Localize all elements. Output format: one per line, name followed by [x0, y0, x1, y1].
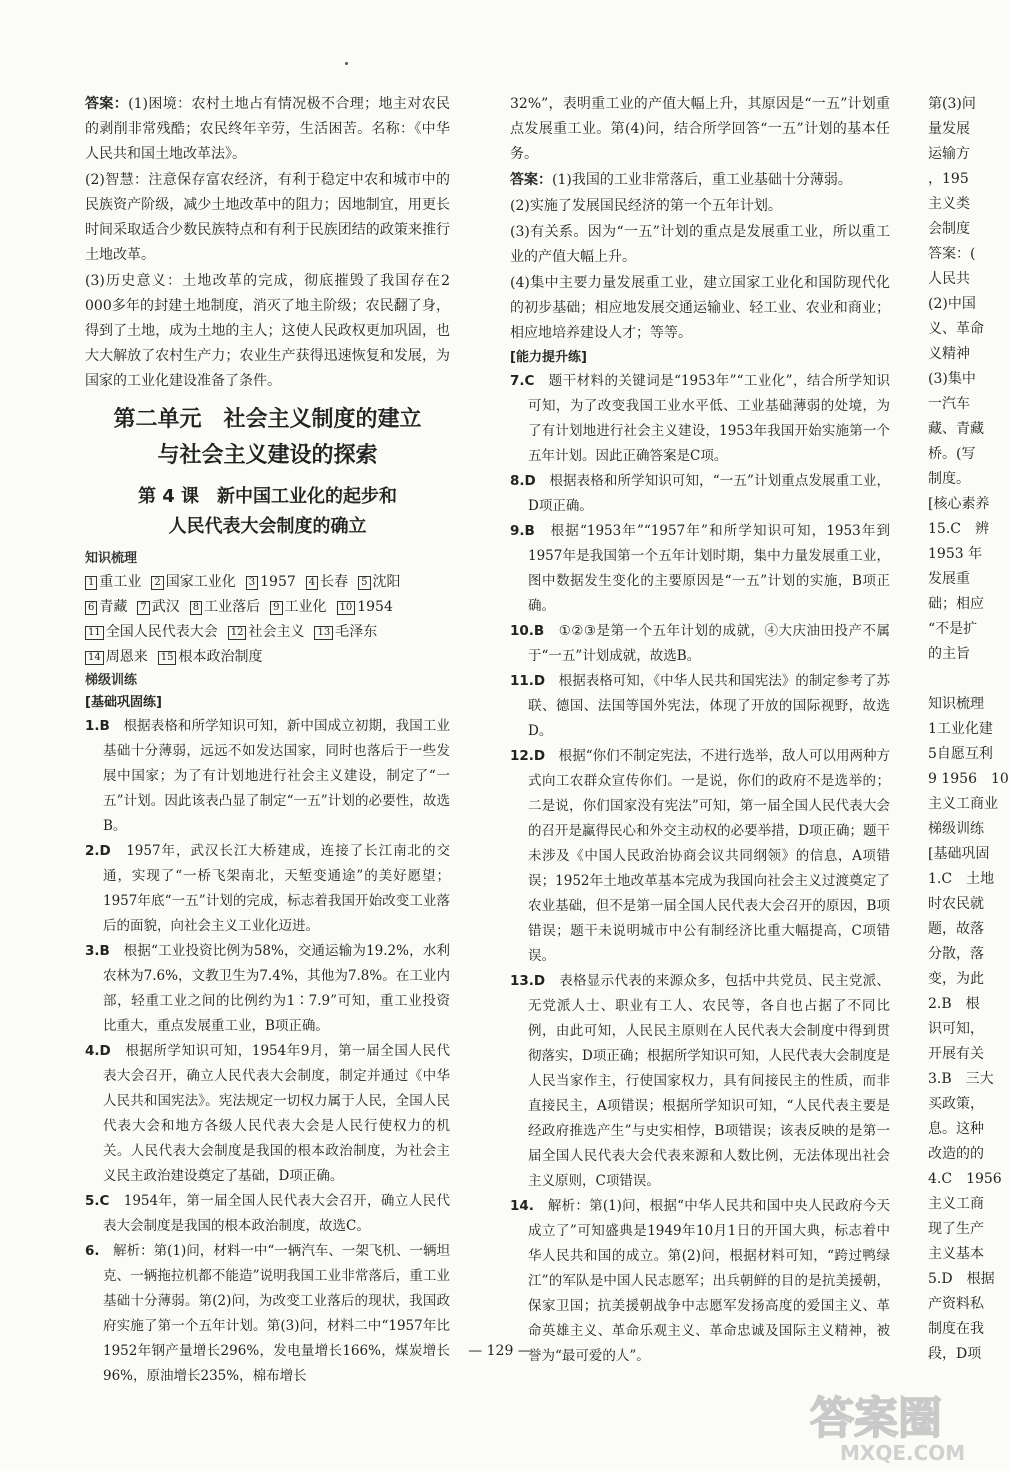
svg-text:答案圈: 答案圈 [810, 1393, 942, 1444]
knowledge-item [190, 599, 260, 615]
knowledge-item [358, 574, 400, 590]
truncated-line: 息。这种 [928, 1121, 984, 1137]
truncated-line: 3.B 三大 [928, 1071, 994, 1087]
question-number: 7.C [510, 373, 549, 389]
question-answer [510, 519, 890, 619]
question-text: 根据“你们不制定宪法，不进行选举，敌人可以用两种方式向工农群众宣传你们。一是说，你们的政府不是选举的；二是说，你们国家没有宪法”可知，第一届全国人民代表大会的召开是赢得民心和外交主动权的必要举措，D项正确；题干未涉及《中国人民政治协商会议共同纲领》的信息，A项错误；1952年土地改革基本完成为我国向社会主义过渡奠定了农业基础，但不是第一届全国人民代表大会召开的原因，B项错误；题干未说明城市中公有制经济比重大幅提高，C项错误。 [528, 748, 891, 964]
truncated-line: 一汽车 [928, 396, 970, 412]
truncated-line: 1.C 土地 [928, 871, 995, 887]
knowledge-list [85, 570, 450, 670]
truncated-line: 发展重 [928, 571, 970, 587]
item-text: 重工业 [99, 574, 142, 590]
item-text: 青藏 [99, 599, 128, 615]
unit-title-line: 与社会主义建设的探索 [157, 443, 378, 468]
truncated-line: 买政策， [928, 1096, 984, 1112]
question-text: 解析：第(1)问，材料一中“一辆汽车、一架飞机、一辆坦克、一辆拖拉机都不能造”说明我国工业非常落后，重工业基础十分薄弱。第(2)问，为改变工业落后的现状，我国政府实施了第一个五年计划。第(3)问，材料二中“1957年比1952年钢产量增长296%，发电量增长166%，煤炭增长96%，原油增长235%，棉布增长 [103, 1243, 450, 1384]
question-number: 6. [85, 1243, 114, 1259]
truncated-line: 现了生产 [928, 1221, 984, 1237]
unit-title-line: 第二单元 社会主义制度的建立 [113, 407, 422, 432]
question-answer [85, 714, 450, 839]
watermark-logo [800, 1385, 990, 1465]
truncated-line: [基础巩固 [928, 846, 990, 862]
item-text: 根本政治制度 [178, 649, 263, 665]
column-right-truncated [928, 92, 1009, 1367]
truncated-line: (3)集中 [928, 371, 976, 387]
question-number: 10.B [510, 623, 559, 639]
truncated-line: 主义工商业 [928, 796, 998, 812]
truncated-line: 的主旨 [928, 646, 970, 662]
knowledge-item [151, 574, 235, 590]
item-number: 4 [306, 576, 318, 590]
truncated-line: 15.C 辨 [928, 521, 989, 537]
knowledge-item [246, 574, 296, 590]
truncated-line: 产资料私 [928, 1296, 984, 1312]
question-text: 题干材料的关键词是“1953年”“工业化”，结合所学知识可知，为了改变我国工业水平低、工业基础薄弱的处境，为了有计划地进行社会主义建设，1953年我国开始实施第一个五年计划。因此正确答案是C项。 [528, 373, 890, 464]
item-text: 工业落后 [204, 599, 261, 615]
truncated-line: 人民共 [928, 271, 970, 287]
truncated-line: 1工业化建 [928, 721, 993, 737]
question-number: 9.B [510, 523, 551, 539]
truncated-line: 义精神 [928, 346, 970, 362]
item-number: 14 [85, 651, 104, 665]
item-number: 5 [358, 576, 370, 590]
truncated-line: 主义工商 [928, 1196, 984, 1212]
question-answer [85, 1039, 450, 1189]
truncated-line: 4.C 1956 [928, 1171, 1002, 1187]
analysis-paragraph: 32%”，表明重工业的产值大幅上升，其原因是“一五”计划重点发展重工业。第(4)问，结合所学回答“一五”计划的基本任务。 [510, 96, 890, 162]
question-answer [85, 939, 450, 1039]
truncated-line: 答案：( [928, 246, 976, 262]
truncated-line: 开展有关 [928, 1046, 984, 1062]
question-number: 11.D [510, 673, 559, 689]
column-middle [510, 92, 890, 1369]
question-answer [85, 1189, 450, 1239]
section-header: 梯级训练 [85, 673, 138, 688]
item-number: 2 [151, 576, 163, 590]
item-number: 15 [158, 651, 177, 665]
truncated-line: 1953 年 [928, 546, 983, 562]
page-number: — 129 — [468, 1343, 532, 1359]
truncated-line: 主义类 [928, 196, 970, 212]
item-text: 长春 [320, 574, 349, 590]
truncated-line: (2)中国 [928, 296, 976, 312]
item-text: 武汉 [151, 599, 180, 615]
answer-paragraph: (2)实施了发展国民经济的第一个五年计划。 [510, 198, 782, 214]
truncated-line: 段，D项 [928, 1346, 982, 1362]
truncated-line: 题，故落 [928, 921, 984, 937]
truncated-line: 会制度 [928, 221, 970, 237]
question-text: 根据表格和所学知识可知，新中国成立初期，我国工业基础十分薄弱，远远不如发达国家，同时也落后于一些发展中国家；为了有计划地进行社会主义建设，制定了“一五”计划。因此该表凸显了制定“一五”计划的必要性，故选B。 [103, 718, 451, 834]
question-number: 14. [510, 1198, 548, 1214]
knowledge-item [314, 624, 377, 640]
question-answer [510, 669, 890, 744]
question-number: 4.D [85, 1043, 126, 1059]
knowledge-item [85, 649, 148, 665]
knowledge-item [85, 574, 141, 590]
answer-text: (1)我国的工业非常落后，重工业基础十分薄弱。 [552, 172, 852, 188]
item-number: 10 [337, 601, 356, 615]
knowledge-item [270, 599, 326, 615]
question-text: 1957年，武汉长江大桥建成，连接了长江南北的交通，实现了“一桥飞架南北，天堑变通途”的美好愿望；1957年底“一五”计划的完成，标志着我国开始改变工业落后的面貌，向社会主义工业化迈进。 [103, 843, 451, 934]
question-text: 根据表格和所学知识可知，“一五”计划重点发展重工业，D项正确。 [528, 473, 890, 514]
truncated-line [928, 667, 1000, 692]
item-number: 11 [85, 626, 104, 640]
knowledge-item [306, 574, 348, 590]
answer-paragraph: (2)智慧：注意保存富农经济，有利于稳定中农和城市中的民族资产阶级，减少土地改革中的阻力；因地制宜，用更长时间采取适合少数民族特点和有利于民族团结的政策来推行土地改革。 [85, 172, 450, 263]
truncated-line: 2.B 根 [928, 996, 980, 1012]
answer-paragraph: (3)有关系。因为“一五”计划的重点是发展重工业，所以重工业的产值大幅上升。 [510, 224, 890, 265]
subsection-header: [能力提升练] [510, 350, 587, 365]
question-number: 12.D [510, 748, 559, 764]
svg-text:MXQE.COM: MXQE.COM [840, 1441, 966, 1465]
question-number: 2.D [85, 843, 127, 859]
item-number: 9 [270, 601, 282, 615]
item-text: 毛泽东 [335, 624, 378, 640]
truncated-line: 改造的的 [928, 1146, 984, 1162]
truncated-line: [核心素养 [928, 496, 990, 512]
subsection-header: [基础巩固练] [85, 695, 162, 710]
truncated-line: 5.D 根据 [928, 1271, 995, 1287]
question-text: 根据表格可知，《中华人民共和国宪法》的制定参考了苏联、德国、法国等国外宪法，体现了开放的国际视野，故选D。 [528, 673, 890, 739]
section-header: 知识梳理 [85, 551, 138, 566]
truncated-line: 分散，落 [928, 946, 984, 962]
truncated-line: 制度在我 [928, 1321, 984, 1337]
lesson-title-line: 第 4 课 新中国工业化的起步和 [137, 486, 398, 507]
question-list [510, 369, 890, 1369]
knowledge-item [137, 599, 179, 615]
lesson-title-line: 人民代表大会制度的确立 [168, 516, 367, 537]
question-answer [85, 1239, 450, 1389]
knowledge-item [85, 624, 218, 640]
item-text: 周恩来 [105, 649, 148, 665]
question-text: 根据所学知识可知，1954年9月，第一届全国人民代表大会召开，确立人民代表大会制度，制定并通过《中华人民共和国宪法》。宪法规定一切权力属于人民，全国人民代表大会和地方各级人民代表大会是人民行使权力的机关。人民代表大会制度是我国的根本政治制度，为社会主义民主政治建设奠定了基础，D项正确。 [103, 1043, 450, 1184]
truncated-line: 础；相应 [928, 596, 984, 612]
column-left [85, 92, 450, 1389]
truncated-line: 5自愿互利 [928, 746, 993, 762]
question-text: 根据“工业投资比例为58%，交通运输为19.2%，水利农林为7.6%，文教卫生为7.4%，其他为7.8%。在工业内部，轻重工业之间的比例约为1∶7.9”可知，重工业投资比重大，重点发展重工业，B项正确。 [103, 943, 451, 1034]
item-number: 8 [190, 601, 202, 615]
question-answer [510, 369, 890, 469]
truncated-line: 量发展 [928, 121, 970, 137]
question-text: 1954年，第一届全国人民代表大会召开，确立人民代表大会制度是我国的根本政治制度，故选C。 [103, 1193, 450, 1234]
question-answer [510, 1194, 890, 1369]
truncated-line: 9 1956 10 [928, 771, 1009, 787]
item-number: 7 [137, 601, 149, 615]
answer-paragraph: (3)历史意义：土地改革的完成，彻底摧毁了我国存在2 000多年的封建土地制度，消灭了地主阶级；农民翻了身，得到了土地，成为土地的主人；这使人民政权更加巩固，也大大解放了农村生产力；农业生产获得迅速恢复和发展，为国家的工业化建设准备了条件。 [85, 273, 450, 389]
truncated-line: 制度。 [928, 471, 970, 487]
answer-text: (1)困境：农村土地占有情况极不合理；地主对农民的剥削非常残酷；农民终年辛劳，生活困苦。名称：《中华人民共和国土地改革法》。 [85, 96, 450, 162]
answer-paragraph: (4)集中主要力量发展重工业，建立国家工业化和国防现代化的初步基础；相应地发展交通运输业、轻工业、农业和商业；相应地培养建设人才；等等。 [510, 275, 890, 341]
answer-label: 答案： [510, 172, 552, 188]
truncated-line: 变，为此 [928, 971, 984, 987]
question-number: 8.D [510, 473, 550, 489]
truncated-line: 时农民就 [928, 896, 984, 912]
item-text: 工业化 [284, 599, 327, 615]
truncated-line: 梯级训练 [928, 821, 984, 837]
truncated-line: 运输方 [928, 146, 970, 162]
item-number: 13 [314, 626, 333, 640]
truncated-line: “不是扩 [928, 621, 978, 637]
truncated-line: 义、革命 [928, 321, 984, 337]
knowledge-item [158, 649, 263, 665]
question-answer [510, 969, 890, 1194]
item-text: 1957 [260, 574, 296, 590]
question-text: 表格显示代表的来源众多，包括中共党员、民主党派、无党派人士、职业有工人、农民等，各自也占据了不同比例，由此可知，人民民主原则在人民代表大会制度中得到贯彻落实，D项正确；根据所学知识可知，人民代表大会制度是人民当家作主，行使国家权力，具有间接民主的性质，而非直接民主，A项错误；根据所学知识可知，“人民代表主要是经政府推选产生”与史实相悖，B项错误；该表反映的是第一届全国人民代表大会代表来源和人数比例，无法体现出社会主义原则，C项错误。 [528, 973, 891, 1189]
scan-dot [345, 62, 348, 65]
item-number: 6 [85, 601, 97, 615]
question-answer [510, 744, 890, 969]
truncated-line: 藏、青藏 [928, 421, 984, 437]
question-text: 根据“1953年”“1957年”和所学知识可知，1953年到1957年是我国第一个五年计划时期，集中力量发展重工业，图中数据发生变化的主要原因是“一五”计划的实施，B项正确。 [528, 523, 891, 614]
question-number: 1.B [85, 718, 124, 734]
question-number: 5.C [85, 1193, 124, 1209]
answer-label: 答案： [85, 96, 129, 112]
item-number: 1 [85, 576, 97, 590]
truncated-line: 桥。(写 [928, 446, 976, 462]
truncated-line: 知识梳理 [928, 696, 984, 712]
question-text: 解析：第(1)问，根据“中华人民共和国中央人民政府今天成立了”可知盛典是1949年10月1日的开国大典，标志着中华人民共和国的成立。第(2)问，根据材料可知，“跨过鸭绿江”的军队是中国人民志愿军；出兵朝鲜的目的是抗美援朝，保家卫国；抗美援朝战争中志愿军发扬高度的爱国主义、革命英雄主义、革命乐观主义、革命忠诚及国际主义精神，被誉为“最可爱的人”。 [528, 1198, 890, 1364]
question-answer [510, 619, 890, 669]
item-text: 全国人民代表大会 [105, 624, 218, 640]
item-text: 社会主义 [248, 624, 305, 640]
item-number: 3 [246, 576, 258, 590]
truncated-line: 识可知， [928, 1021, 984, 1037]
item-text: 1954 [357, 599, 393, 615]
knowledge-item [337, 599, 393, 615]
question-answer [85, 839, 450, 939]
item-text: 国家工业化 [165, 574, 236, 590]
answer-paragraph [85, 92, 450, 167]
truncated-line: ，195 [928, 171, 969, 187]
knowledge-item [85, 599, 127, 615]
question-number: 3.B [85, 943, 124, 959]
item-number: 12 [228, 626, 247, 640]
answer-paragraph [510, 168, 890, 193]
truncated-line: 第(3)问 [928, 96, 976, 112]
question-text: ①②③是第一个五年计划的成就，④大庆油田投产不属于“一五”计划成就，故选B。 [528, 623, 890, 664]
question-number: 13.D [510, 973, 560, 989]
question-list [85, 714, 450, 1389]
truncated-line: 主义基本 [928, 1246, 984, 1262]
question-answer [510, 469, 890, 519]
knowledge-item [228, 624, 305, 640]
item-text: 沈阳 [372, 574, 401, 590]
